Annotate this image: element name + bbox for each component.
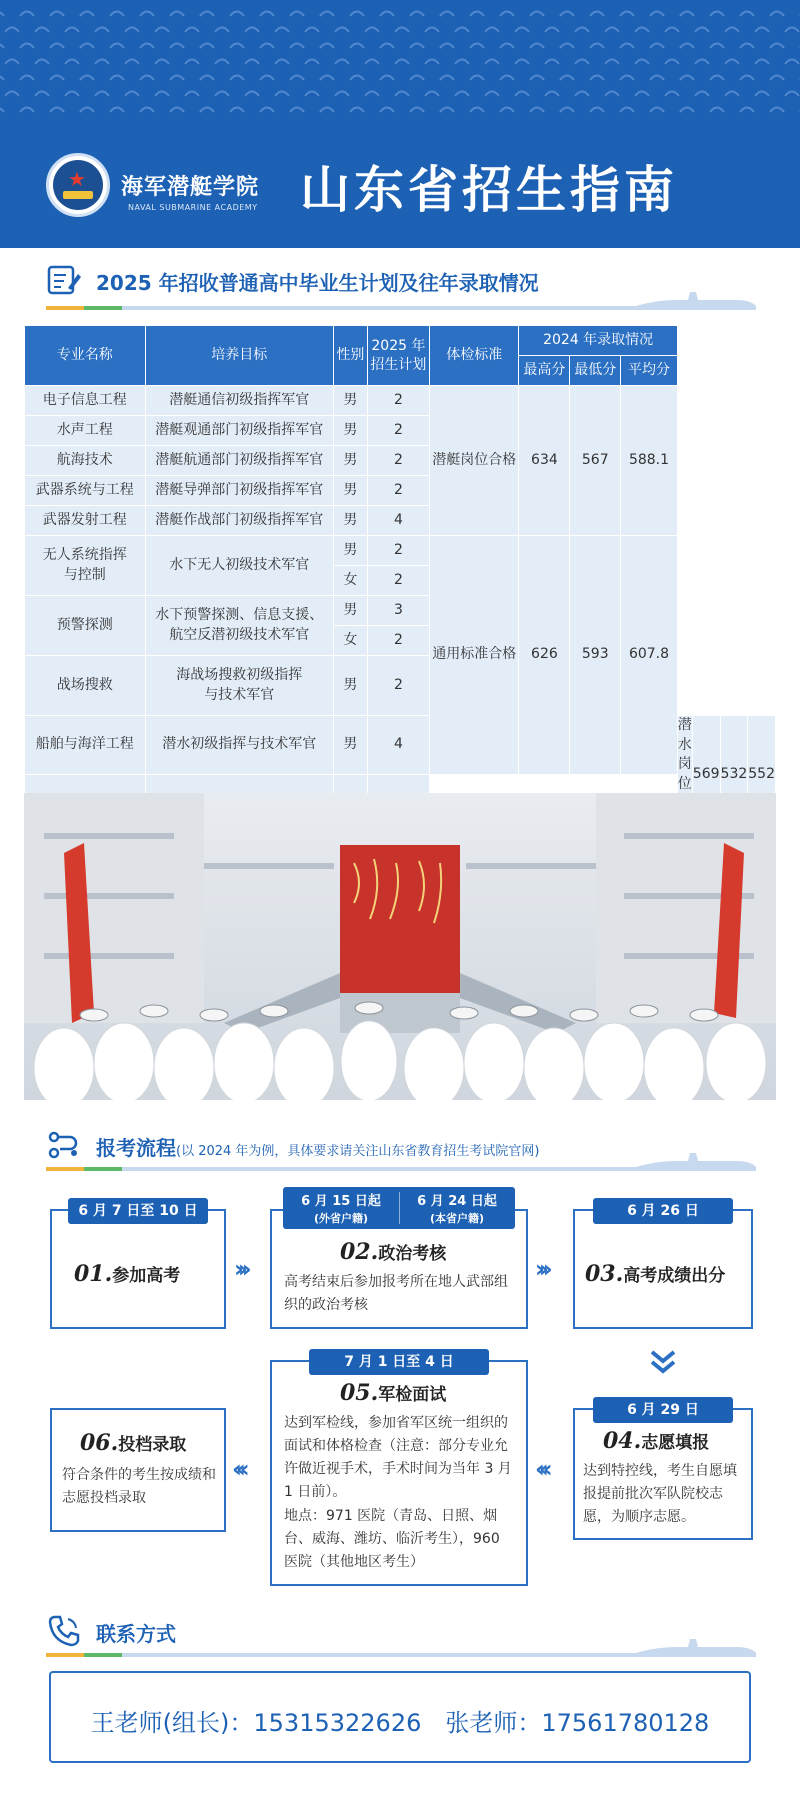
wave-mark <box>575 60 589 65</box>
wave-mark <box>65 92 79 97</box>
wave-mark <box>20 12 34 17</box>
wave-mark <box>0 76 4 81</box>
table-row: 女 2 <box>25 566 776 596</box>
wave-mark <box>530 108 544 113</box>
wave-mark <box>260 108 274 113</box>
step-6-text: 符合条件的考生按成绩和志愿投档录取 <box>62 1467 216 1506</box>
enrollment-table <box>24 325 776 835</box>
wave-mark <box>305 92 319 97</box>
wave-mark <box>740 108 754 113</box>
wave-mark <box>290 44 304 49</box>
wave-mark <box>380 44 394 49</box>
wave-mark <box>710 44 724 49</box>
step-1-title: 01.参加高考 <box>74 1261 181 1287</box>
wave-mark <box>380 12 394 17</box>
wave-mark <box>125 28 139 33</box>
wave-mark <box>425 28 439 33</box>
wave-mark <box>635 28 649 33</box>
table-row: 船舶与海洋工程 潜水初级指挥与技术军官 男 4 潜水岗位 569 532 552 <box>25 716 776 775</box>
wave-mark <box>35 28 49 33</box>
wave-mark <box>500 44 514 49</box>
wave-mark <box>305 60 319 65</box>
wave-mark <box>290 12 304 17</box>
step-5-text: 达到军检线，参加省军区统一组织的面试和体格检查（注意：部分专业允许做近视手术，手术时间为当年 3 月 1 日前）。 <box>284 1415 512 1500</box>
wave-mark <box>485 92 499 97</box>
wave-mark <box>275 28 289 33</box>
wave-mark <box>410 12 424 17</box>
step-6-title: 06.投档录取 <box>80 1430 187 1456</box>
table-header-row <box>25 326 776 356</box>
chevron-down-icon <box>648 1348 678 1378</box>
table-row: 武器发射工程 潜艇作战部门初级指挥军官 男 4 <box>25 506 776 536</box>
chevron-right-icon: ››› <box>535 1255 547 1283</box>
wave-mark <box>185 28 199 33</box>
wave-mark <box>170 44 184 49</box>
wave-mark <box>695 92 709 97</box>
wave-mark <box>365 92 379 97</box>
step-5-title: 05.军检面试 <box>340 1380 447 1406</box>
wave-mark <box>20 44 34 49</box>
wave-mark <box>575 28 589 33</box>
col-avg: 平均分 <box>621 356 678 386</box>
table-row: 电子信息工程 潜艇通信初级指挥军官 男 2 潜艇岗位合格 634 567 588.1 <box>25 386 776 416</box>
table-row: 武器系统与工程 潜艇导弹部门初级指挥军官 男 2 <box>25 476 776 506</box>
wave-mark <box>320 76 334 81</box>
wave-mark <box>425 60 439 65</box>
wave-mark <box>395 60 409 65</box>
wave-mark <box>80 44 94 49</box>
wave-mark <box>5 28 19 33</box>
wave-mark <box>95 28 109 33</box>
wave-mark <box>80 12 94 17</box>
step-2-date: 6 月 15 日起 (外省户籍) 6 月 24 日起 (本省户籍) <box>283 1187 515 1229</box>
wave-mark <box>260 44 274 49</box>
submarine-icon <box>596 1147 756 1169</box>
wave-mark <box>695 60 709 65</box>
wave-mark <box>230 76 244 81</box>
table-row: 战场搜救 海战场搜救初级指挥 与技术军官 男 2 <box>25 656 776 716</box>
step-3-title: 03.高考成绩出分 <box>585 1261 726 1287</box>
step-5-card <box>270 1360 528 1586</box>
wave-mark <box>35 60 49 65</box>
wave-mark <box>80 108 94 113</box>
table-row: 水声工程 潜艇观通部门初级指挥军官 男 2 <box>25 416 776 446</box>
wave-mark <box>560 108 574 113</box>
wave-mark <box>350 44 364 49</box>
wave-mark <box>485 28 499 33</box>
wave-mark <box>125 92 139 97</box>
wave-mark <box>770 12 784 17</box>
step-4-title: 04.志愿填报 <box>603 1428 710 1454</box>
process-flow-icon <box>46 1127 82 1163</box>
wave-mark <box>0 44 4 49</box>
wave-mark <box>650 108 664 113</box>
wave-mark <box>500 12 514 17</box>
wave-mark <box>410 76 424 81</box>
wave-mark <box>140 76 154 81</box>
wave-mark <box>110 108 124 113</box>
wave-mark <box>365 28 379 33</box>
wave-mark <box>35 92 49 97</box>
wave-mark <box>755 60 769 65</box>
wave-mark <box>485 60 499 65</box>
wave-mark <box>350 12 364 17</box>
wave-mark <box>605 92 619 97</box>
wave-mark <box>470 12 484 17</box>
chevron-right-icon: ››› <box>234 1255 246 1283</box>
wave-mark <box>725 28 739 33</box>
wave-mark <box>200 108 214 113</box>
wave-mark <box>200 44 214 49</box>
wave-mark <box>305 28 319 33</box>
wave-mark <box>170 76 184 81</box>
col-standard: 体检标准 <box>430 326 519 386</box>
wave-mark <box>620 76 634 81</box>
contact-card <box>49 1671 751 1763</box>
wave-mark <box>665 60 679 65</box>
col-max: 最高分 <box>519 356 570 386</box>
wave-mark <box>710 76 724 81</box>
wave-mark <box>740 44 754 49</box>
col-goal: 培养目标 <box>145 326 333 386</box>
wave-mark <box>440 12 454 17</box>
wave-mark <box>650 76 664 81</box>
wave-mark <box>440 76 454 81</box>
wave-mark <box>320 108 334 113</box>
table-row: 预警探测 水下预警探测、信息支援、 航空反潜初级技术军官 男 3 <box>25 596 776 626</box>
wave-mark <box>470 108 484 113</box>
wave-mark <box>65 28 79 33</box>
wave-mark <box>770 44 784 49</box>
section-plan-heading <box>46 262 756 312</box>
phone-icon <box>46 1613 82 1649</box>
wave-mark <box>245 92 259 97</box>
wave-mark <box>635 60 649 65</box>
wave-mark <box>155 60 169 65</box>
chevron-left-icon: ‹‹‹ <box>232 1455 244 1483</box>
wave-mark <box>650 44 664 49</box>
wave-mark <box>155 92 169 97</box>
section-contact-title: 联系方式 <box>96 1622 176 1646</box>
wave-mark <box>410 44 424 49</box>
wave-mark <box>155 28 169 33</box>
wave-mark <box>695 28 709 33</box>
wave-mark <box>545 28 559 33</box>
col-min: 最低分 <box>570 356 621 386</box>
wave-mark <box>215 92 229 97</box>
wave-mark <box>740 76 754 81</box>
wave-mark <box>200 12 214 17</box>
wave-mark <box>350 108 364 113</box>
wave-mark <box>500 76 514 81</box>
wave-mark <box>605 28 619 33</box>
wave-mark <box>230 12 244 17</box>
wave-mark <box>665 92 679 97</box>
wave-mark <box>260 76 274 81</box>
wave-mark <box>230 44 244 49</box>
table-row: 航海技术 潜艇航通部门初级指挥军官 男 2 <box>25 446 776 476</box>
step-3-card <box>573 1209 753 1329</box>
wave-mark <box>620 12 634 17</box>
wave-mark <box>425 92 439 97</box>
wave-mark <box>680 44 694 49</box>
wave-mark <box>335 28 349 33</box>
wave-mark <box>50 108 64 113</box>
wave-mark <box>770 76 784 81</box>
wave-mark <box>380 76 394 81</box>
wave-mark <box>620 108 634 113</box>
wave-mark <box>0 108 4 113</box>
wave-mark <box>440 44 454 49</box>
wave-mark <box>170 108 184 113</box>
wave-mark <box>320 44 334 49</box>
step-2-text: 高考结束后参加报考所在地人武部组织的政治考核 <box>284 1274 508 1313</box>
campus-ceremony-photo <box>24 793 776 1100</box>
col-major: 专业名称 <box>25 326 146 386</box>
wave-mark <box>755 28 769 33</box>
wave-mark <box>680 108 694 113</box>
wave-mark <box>395 92 409 97</box>
wave-mark <box>545 60 559 65</box>
wave-mark <box>620 44 634 49</box>
wave-pattern <box>0 0 800 130</box>
wave-mark <box>275 92 289 97</box>
submarine-icon <box>596 1633 756 1655</box>
document-edit-icon <box>46 262 82 298</box>
wave-mark <box>5 60 19 65</box>
step-3-date: 6 月 26 日 <box>593 1198 733 1224</box>
wave-mark <box>665 28 679 33</box>
wave-mark <box>515 60 529 65</box>
header-banner <box>0 0 800 248</box>
step-1-date: 6 月 7 日至 10 日 <box>68 1198 208 1224</box>
wave-mark <box>680 76 694 81</box>
school-name-en: NAVAL SUBMARINE ACADEMY <box>128 203 258 212</box>
wave-mark <box>5 92 19 97</box>
wave-mark <box>575 92 589 97</box>
wave-mark <box>470 44 484 49</box>
chevron-left-icon: ‹‹‹ <box>535 1455 547 1483</box>
wave-mark <box>680 12 694 17</box>
wave-mark <box>140 108 154 113</box>
wave-mark <box>515 92 529 97</box>
wave-mark <box>590 44 604 49</box>
wave-mark <box>710 108 724 113</box>
table-row: 女 2 <box>25 626 776 656</box>
wave-mark <box>590 108 604 113</box>
section-plan-title: 2025 年招收普通高中毕业生计划及往年录取情况 <box>96 271 539 295</box>
wave-mark <box>215 28 229 33</box>
wave-mark <box>590 12 604 17</box>
wave-mark <box>785 60 799 65</box>
wave-mark <box>200 76 214 81</box>
wave-mark <box>185 60 199 65</box>
step-4-text: 达到特控线，考生自愿填报提前批次军队院校志愿，为顺序志愿。 <box>583 1463 737 1525</box>
wave-mark <box>455 92 469 97</box>
wave-mark <box>395 28 409 33</box>
wave-mark <box>410 108 424 113</box>
school-name-cn: 海军潜艇学院 <box>121 174 260 200</box>
wave-mark <box>335 60 349 65</box>
page-title: 山东省招生指南 <box>300 160 678 219</box>
wave-mark <box>515 28 529 33</box>
wave-mark <box>710 12 724 17</box>
wave-mark <box>170 12 184 17</box>
wave-mark <box>560 12 574 17</box>
wave-mark <box>725 60 739 65</box>
step-1-card <box>50 1209 226 1329</box>
wave-mark <box>335 92 349 97</box>
wave-mark <box>140 12 154 17</box>
step-5-date: 7 月 1 日至 4 日 <box>309 1349 489 1375</box>
section-process-subtitle: (以 2024 年为例，具体要求请关注山东省教育招生考试院官网) <box>176 1144 540 1159</box>
step-5-location: 地点：971 医院（青岛、日照、烟台、威海、潍坊、临沂考生），960 医院（其他地区考生） <box>284 1508 500 1570</box>
wave-mark <box>740 12 754 17</box>
wave-mark <box>770 108 784 113</box>
wave-mark <box>275 60 289 65</box>
wave-mark <box>110 12 124 17</box>
wave-mark <box>110 76 124 81</box>
wave-mark <box>245 28 259 33</box>
wave-mark <box>125 60 139 65</box>
wave-mark <box>65 60 79 65</box>
wave-mark <box>290 108 304 113</box>
wave-mark <box>605 60 619 65</box>
wave-mark <box>635 92 649 97</box>
wave-mark <box>560 76 574 81</box>
wave-mark <box>185 92 199 97</box>
contact-phones: 王老师(组长)：15315322626 张老师：17561780128 <box>90 1709 710 1737</box>
wave-mark <box>50 44 64 49</box>
wave-mark <box>290 76 304 81</box>
section-contact-heading <box>46 1613 756 1657</box>
submarine-icon <box>596 286 756 308</box>
wave-mark <box>350 76 364 81</box>
wave-mark <box>725 92 739 97</box>
wave-mark <box>560 44 574 49</box>
wave-mark <box>365 60 379 65</box>
wave-mark <box>650 12 664 17</box>
wave-mark <box>455 28 469 33</box>
wave-mark <box>230 108 244 113</box>
section-process-title: 报考流程(以 2024 年为例，具体要求请关注山东省教育招生考试院官网) <box>96 1136 540 1160</box>
wave-mark <box>95 92 109 97</box>
wave-mark <box>470 76 484 81</box>
wave-mark <box>20 108 34 113</box>
wave-mark <box>530 44 544 49</box>
wave-mark <box>380 108 394 113</box>
col-history: 2024 年录取情况 <box>519 326 677 356</box>
wave-mark <box>50 12 64 17</box>
step-4-card <box>573 1408 753 1540</box>
step-2-title: 02.政治考核 <box>340 1239 447 1265</box>
wave-mark <box>50 76 64 81</box>
step-6-card <box>50 1408 226 1532</box>
step-4-date: 6 月 29 日 <box>593 1397 733 1423</box>
wave-mark <box>260 12 274 17</box>
wave-mark <box>95 60 109 65</box>
wave-mark <box>785 92 799 97</box>
wave-mark <box>755 92 769 97</box>
school-logo: ★ <box>46 153 110 217</box>
wave-mark <box>455 60 469 65</box>
wave-mark <box>320 12 334 17</box>
col-gender: 性别 <box>333 326 367 386</box>
wave-mark <box>140 44 154 49</box>
wave-mark <box>440 108 454 113</box>
wave-mark <box>530 76 544 81</box>
section-process-heading <box>46 1127 756 1171</box>
wave-mark <box>80 76 94 81</box>
wave-mark <box>0 12 4 17</box>
wave-mark <box>785 28 799 33</box>
col-plan: 2025 年 招生计划 <box>367 326 429 386</box>
wave-mark <box>245 60 259 65</box>
wave-mark <box>500 108 514 113</box>
wave-mark <box>215 60 229 65</box>
wave-mark <box>110 44 124 49</box>
wave-mark <box>530 12 544 17</box>
wave-mark <box>20 76 34 81</box>
wave-mark <box>545 92 559 97</box>
table-row: 无人系统指挥 与控制 水下无人初级技术军官 男 2 通用标准合格 626 593 607.8 <box>25 536 776 566</box>
wave-mark <box>590 76 604 81</box>
